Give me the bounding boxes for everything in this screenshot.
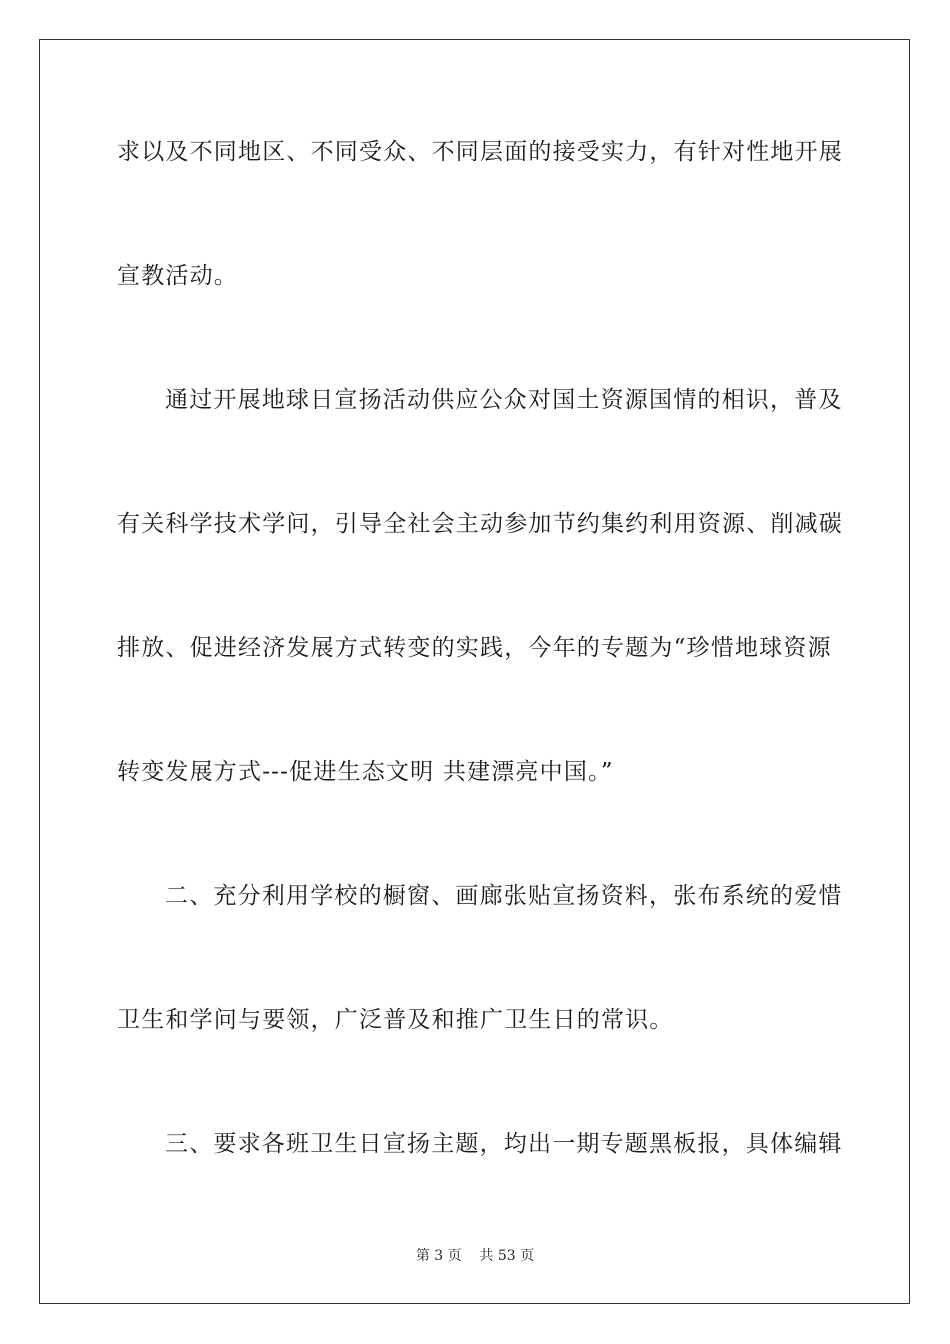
body-text-line: 排放、促进经济发展方式转变的实践，今年的专题为“珍惜地球资源 <box>117 635 832 661</box>
body-text-line: 有关科学技术学问，引导全社会主动参加节约集约利用资源、削减碳 <box>117 511 843 537</box>
paragraph-start-line: 二、充分利用学校的橱窗、画廊张贴宣扬资料，张布系统的爱惜 <box>165 883 843 909</box>
page-frame <box>39 39 910 1304</box>
paragraph-start-line: 通过开展地球日宣扬活动供应公众对国土资源国情的相识，普及 <box>165 387 843 413</box>
body-text-line: 宣教活动。 <box>117 263 238 289</box>
body-text-line: 卫生和学问与要领，广泛普及和推广卫生日的常识。 <box>117 1007 674 1033</box>
body-text-line: 求以及不同地区、不同受众、不同层面的接受实力，有针对性地开展 <box>117 139 843 165</box>
body-text-line: 转变发展方式---促进生态文明 共建漂亮中国。” <box>117 759 614 785</box>
paragraph-start-line: 三、要求各班卫生日宣扬主题，均出一期专题黑板报，具体编辑 <box>165 1131 843 1157</box>
page-number-footer: 第 3 页 共 53 页 <box>415 1248 535 1264</box>
